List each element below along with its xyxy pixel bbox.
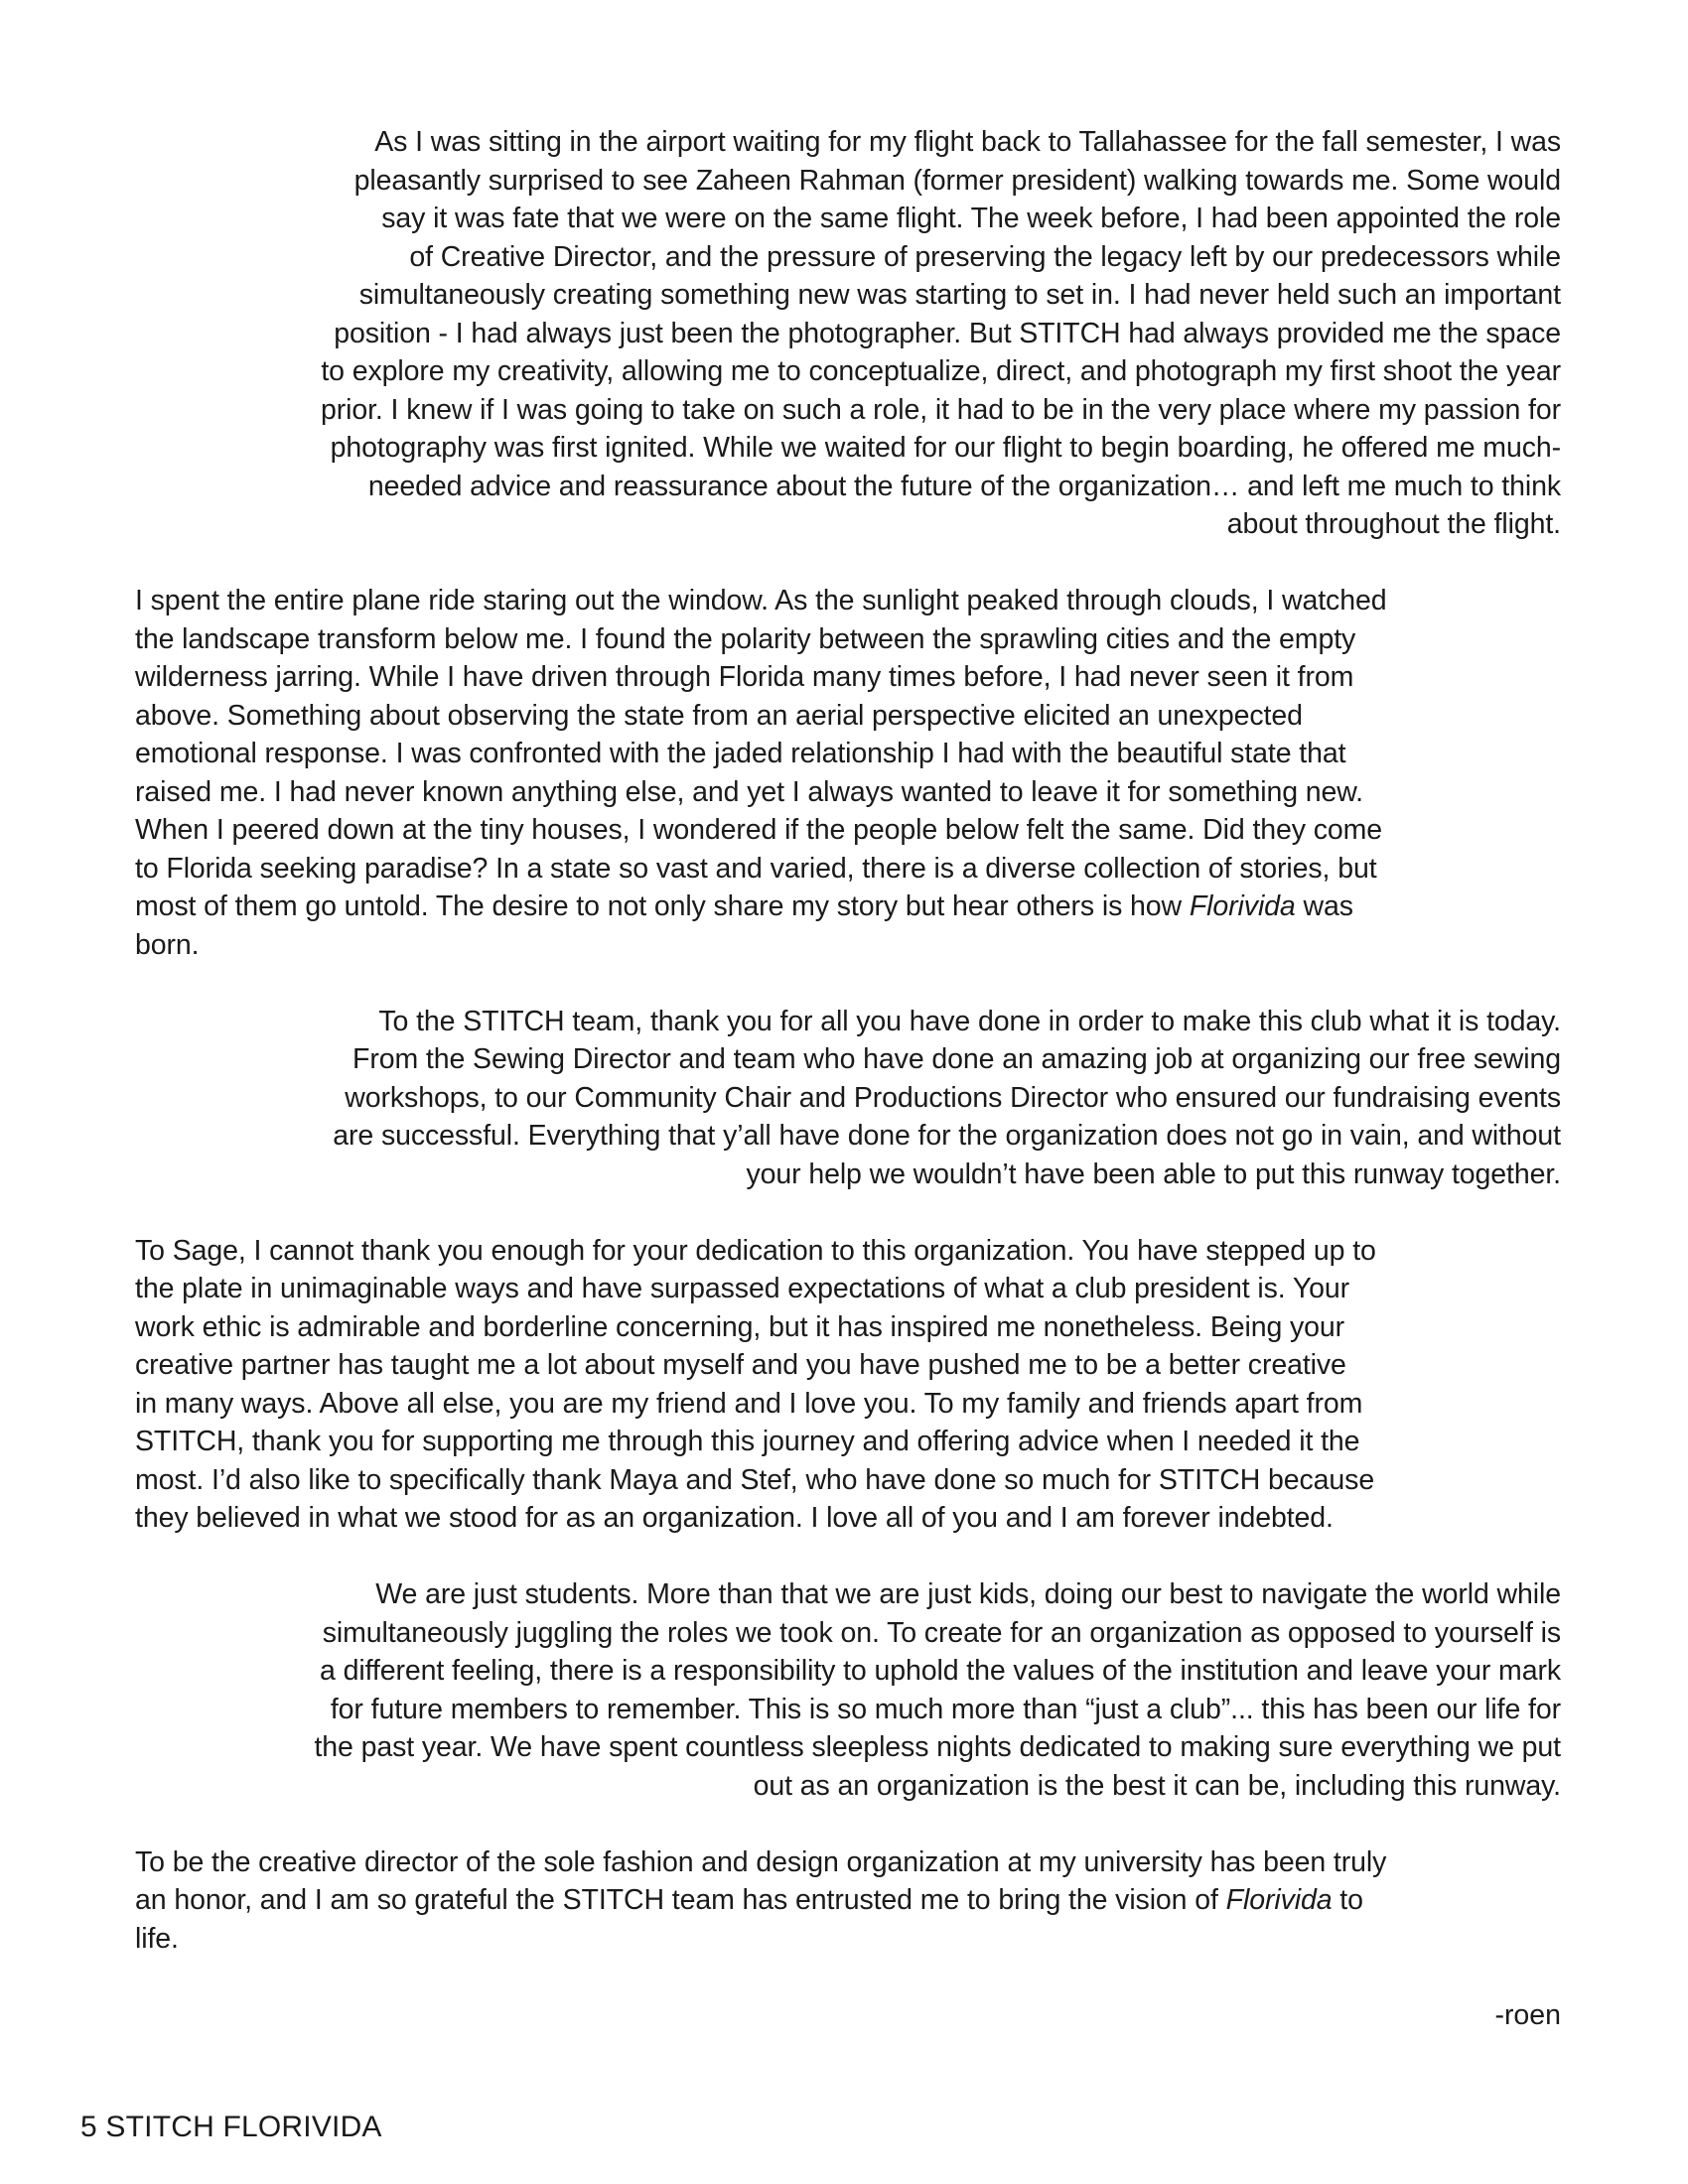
text-line: above. Something about observing the state from an aerial perspective elicited an unexpected	[135, 699, 1303, 732]
florivida-italic: Florivida	[1225, 1884, 1333, 1916]
text-run: an honor, and I am so grateful the STITCH team has entrusted me to bring the vision of	[135, 1884, 1218, 1916]
text-line: for future members to remember. This is so much more than “just a club”... this has been our life for	[330, 1693, 1561, 1725]
text-line: emotional response. I was confronted with the jaded relationship I had with the beautiful state that	[135, 738, 1346, 769]
text-line: To Sage, I cannot thank you enough for your dedication to this organization. You have stepped up to	[135, 1234, 1376, 1267]
text-line: To be the creative director of the sole fashion and design organization at my university has been truly	[135, 1845, 1387, 1878]
text-line	[135, 887, 1561, 926]
text-line: work ethic is admirable and borderline concerning, but it has inspired me nonetheless. Being your	[135, 1310, 1345, 1343]
text-line: your help we wouldn’t have been able to put this runway together.	[746, 1158, 1561, 1190]
text-line: the landscape transform below me. I found the polarity between the sprawling cities and the empty	[135, 622, 1356, 655]
text-run: was	[1303, 890, 1353, 922]
paragraph-sage-thanks	[135, 1232, 1561, 1538]
text-run: to	[1339, 1884, 1363, 1916]
letter-body	[135, 123, 1561, 2034]
text-line: I spent the entire plane ride staring out the window. As the sunlight peaked through clouds, I watched	[135, 585, 1387, 616]
text-line: creative partner has taught me a lot about myself and you have pushed me to be a better creative	[135, 1349, 1346, 1381]
text-line: We are just students. More than that we are just kids, doing our best to navigate the world while	[375, 1578, 1561, 1610]
text-line: pleasantly surprised to see Zaheen Rahman (former president) walking towards me. Some would	[353, 164, 1561, 197]
paragraph-plane-ride	[135, 582, 1561, 964]
text-line: simultaneously creating something new was starting to set in. I had never held such an important	[358, 279, 1561, 311]
text-line: in many ways. Above all else, you are my friend and I love you. To my family and friends apart from	[135, 1387, 1363, 1420]
text-line: When I peered down at the tiny houses, I wondered if the people below felt the same. Did they come	[135, 814, 1383, 846]
text-line: of Creative Director, and the pressure of preserving the legacy left by our predecessors while	[409, 240, 1561, 273]
text-line: position - I had always just been the photographer. But STITCH had always provided me the space	[334, 317, 1561, 349]
text-line: to explore my creativity, allowing me to conceptualize, direct, and photograph my first shoot the year	[321, 355, 1561, 387]
text-line: photography was first ignited. While we waited for our flight to begin boarding, he offered me much-	[330, 432, 1561, 464]
text-line: are successful. Everything that y’all have done for the organization does not go in vain, and without	[333, 1120, 1561, 1152]
text-line: out as an organization is the best it can be, including this runway.	[753, 1769, 1561, 1802]
text-line: to Florida seeking paradise? In a state so vast and varied, there is a diverse collection of stories, but	[135, 852, 1377, 885]
text-line: From the Sewing Director and team who have done an amazing job at organizing our free sewing	[352, 1043, 1561, 1075]
text-line: workshops, to our Community Chair and Productions Director who ensured our fundraising events	[345, 1081, 1561, 1114]
text-line: about throughout the flight.	[1226, 508, 1561, 540]
text-line: As I was sitting in the airport waiting for my flight back to Tallahassee for the fall semester, I was	[374, 126, 1561, 158]
page-footer: 5 STITCH FLORIVIDA	[80, 2111, 382, 2143]
text-line: they believed in what we stood for as an organization. I love all of you and I am forever indebted.	[135, 1502, 1334, 1534]
text-line: needed advice and reassurance about the future of the organization… and left me much to think	[367, 470, 1561, 502]
text-line: the plate in unimaginable ways and have surpassed expectations of what a club president is. Your	[135, 1273, 1350, 1304]
paragraph-students	[135, 1575, 1561, 1805]
text-line: a different feeling, there is a responsibility to uphold the values of the institution and leave your mark	[320, 1655, 1561, 1687]
text-line: say it was fate that we were on the same flight. The week before, I had been appointed the role	[381, 203, 1561, 234]
text-run: most of them go untold. The desire to not only share my story but hear others is how	[135, 890, 1183, 922]
text-line: most. I’d also like to specifically thank Maya and Stef, who have done so much for STITCH because	[135, 1463, 1375, 1496]
text-line: wilderness jarring. While I have driven through Florida many times before, I had never seen it from	[135, 661, 1354, 693]
text-line	[135, 1881, 1561, 1920]
paragraph-airport	[135, 123, 1561, 544]
florivida-italic: Florivida	[1189, 890, 1296, 922]
text-line: the past year. We have spent countless sleepless nights dedicated to making sure everything we put	[314, 1731, 1561, 1763]
text-line: STITCH, thank you for supporting me through this journey and offering advice when I needed it the	[135, 1426, 1360, 1457]
signature: -roen	[1494, 1998, 1561, 2031]
paragraph-closing	[135, 1843, 1561, 1959]
paragraph-team-thanks	[135, 1003, 1561, 1194]
text-line: born.	[135, 928, 200, 961]
text-line: To the STITCH team, thank you for all you have done in order to make this club what it is today.	[378, 1005, 1561, 1037]
text-line: simultaneously juggling the roles we took on. To create for an organization as opposed to yourself is	[322, 1616, 1561, 1649]
text-line: raised me. I had never known anything else, and yet I always wanted to leave it for something new.	[135, 775, 1363, 808]
text-line: life.	[135, 1922, 179, 1955]
text-line: prior. I knew if I was going to take on such a role, it had to be in the very place where my passion for	[320, 393, 1561, 426]
